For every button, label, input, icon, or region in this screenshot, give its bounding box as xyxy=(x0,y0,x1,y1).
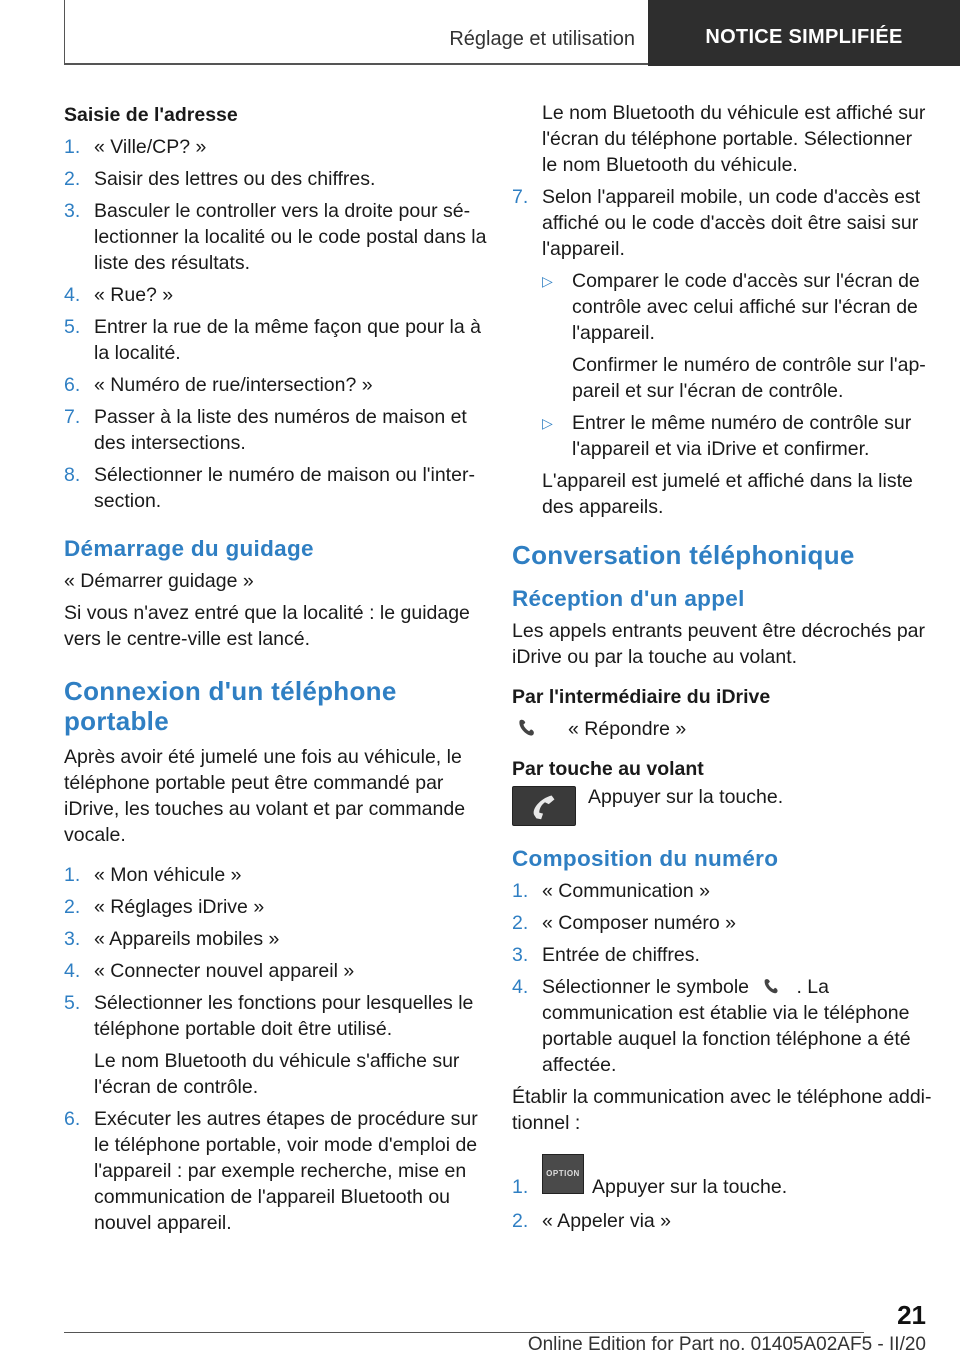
list-item: 6. Exécuter les autres étapes de procédure sur le téléphone portable, voir mode d'emploi de l'appareil : par exemple recherche, mise en communication de l'appareil Bluetooth ou nouvel appareil. xyxy=(64,1108,478,1234)
address-heading: Saisie de l'adresse xyxy=(64,104,238,126)
phone-handset-icon xyxy=(758,976,792,996)
conversation-heading: Conversation téléphonique xyxy=(512,540,855,570)
list-item: 1. « Ville/CP? » xyxy=(64,136,207,158)
list-item: 2. « Appeler via » xyxy=(512,1210,672,1232)
reception-heading: Réception d'un appel xyxy=(512,586,745,611)
guidance-note: Si vous n'avez entré que la localité : le guidage vers le centre-ville est lancé. xyxy=(64,602,470,650)
additional-phone-text: Établir la communication avec le téléphone additionnel : xyxy=(512,1086,932,1134)
list-item: ▷ Comparer le code d'accès sur l'écran de contrôle avec celui affiché sur l'écran de l'appareil. xyxy=(542,270,920,344)
page-header xyxy=(0,0,960,66)
step5-note: Le nom Bluetooth du véhicule s'affiche sur l'écran de contrôle. xyxy=(94,1050,460,1098)
phone-connect-heading: Connexion d'un téléphone portable xyxy=(64,676,397,736)
list-item: 5. Entrer la rue de la même façon que pour la à la localité. xyxy=(64,316,481,364)
triangle-bullet-icon: ▷ xyxy=(542,273,553,289)
page-number: 21 xyxy=(897,1300,926,1330)
list-item: 2. « Réglages iDrive » xyxy=(64,896,265,918)
bullet1-note: Confirmer le numéro de contrôle sur l'appareil et sur l'écran de contrôle. xyxy=(572,354,926,402)
guidance-text: « Démarrer guidage » xyxy=(64,570,254,592)
dial-heading: Composition du numéro xyxy=(512,846,779,871)
list-item: 2. « Composer numéro » xyxy=(512,912,737,934)
list-item: ▷ Entrer le même numéro de contrôle sur l'appareil et via iDrive et confirmer. xyxy=(542,412,912,460)
list-item: 4. « Rue? » xyxy=(64,284,174,306)
phone-steps-right xyxy=(512,184,932,262)
phone-steps xyxy=(64,862,488,1042)
option-key-icon: OPTION xyxy=(542,1154,584,1194)
step7-bullets xyxy=(512,268,932,346)
phone-intro: Après avoir été jumelé une fois au véhicule, le téléphone portable peut être commandé par iDrive, les touches au volant et par commande vocale. xyxy=(64,746,466,846)
option-action-label: Appuyer sur la touche. xyxy=(592,1176,788,1198)
footer-rule xyxy=(64,1332,864,1333)
idrive-subheading: Par l'intermédiaire du iDrive xyxy=(512,686,771,708)
list-item: 6. « Numéro de rue/intersection? » xyxy=(64,374,373,396)
list-item: 3. Basculer le controller vers la droite pour sélectionner la localité ou le code postal dans la liste des résultats. xyxy=(64,200,487,274)
list-item: 3. Entrée de chiffres. xyxy=(512,944,700,966)
list-item: 3. « Appareils mobiles » xyxy=(64,928,280,950)
phone-steps-cont xyxy=(64,1106,488,1236)
wheel-key-row xyxy=(512,784,932,830)
address-steps xyxy=(64,134,488,514)
list-item: 7. Passer à la liste des numéros de maison et des intersections. xyxy=(64,406,467,454)
steering-wheel-phone-key-icon xyxy=(512,786,576,826)
additional-phone-steps xyxy=(512,1154,932,1234)
paired-note: L'appareil est jumelé et affiché dans la liste des appareils. xyxy=(542,470,913,518)
edition-text: Online Edition for Part no. 01405A02AF5 - II/20 xyxy=(527,1334,926,1355)
header-rule-vertical xyxy=(64,0,65,64)
section-title: Réglage et utilisation xyxy=(449,28,635,50)
right-column xyxy=(512,100,932,1240)
list-item: 4. Sélectionner le symbole . La communication est établie via le téléphone portable auquel la fonction téléphone a été affectée. xyxy=(512,976,911,1076)
list-item: 1. « Communication » xyxy=(512,880,710,902)
step7-bullets-2 xyxy=(512,410,932,462)
triangle-bullet-icon: ▷ xyxy=(542,415,553,431)
dial-steps xyxy=(512,878,932,1078)
list-item: 4. « Connecter nouvel appareil » xyxy=(64,960,355,982)
reception-text: Les appels entrants peuvent être décrochés par iDrive ou par la touche au volant. xyxy=(512,620,926,668)
chapter-tab-label: NOTICE SIMPLIFIÉE xyxy=(705,25,903,48)
wheel-subheading: Par touche au volant xyxy=(512,758,704,780)
answer-label: « Répondre » xyxy=(568,718,687,740)
list-item: 8. Sélectionner le numéro de maison ou l'intersection. xyxy=(64,464,475,512)
header-rule-bottom xyxy=(64,63,648,65)
idrive-answer-row xyxy=(512,716,932,742)
bluetooth-note: Le nom Bluetooth du véhicule est affiché sur l'écran du téléphone portable. Sélectionner le nom Bluetooth du véhicule. xyxy=(542,102,926,176)
guidance-heading: Démarrage du guidage xyxy=(64,536,314,561)
chapter-tab xyxy=(648,0,960,66)
list-item: 5. Sélectionner les fonctions pour lesquelles le téléphone portable doit être utilisé. xyxy=(64,992,474,1040)
phone-handset-icon xyxy=(512,718,552,740)
list-item: 7. Selon l'appareil mobile, un code d'accès est affiché ou le code d'accès doit être saisi sur l'appareil. xyxy=(512,186,921,260)
left-column xyxy=(64,100,488,1242)
list-item: 1. OPTION Appuyer sur la touche. xyxy=(512,1154,932,1202)
list-item: 1. « Mon véhicule » xyxy=(64,864,242,886)
list-item: 2. Saisir des lettres ou des chiffres. xyxy=(64,168,376,190)
wheel-action-label: Appuyer sur la touche. xyxy=(588,786,784,808)
